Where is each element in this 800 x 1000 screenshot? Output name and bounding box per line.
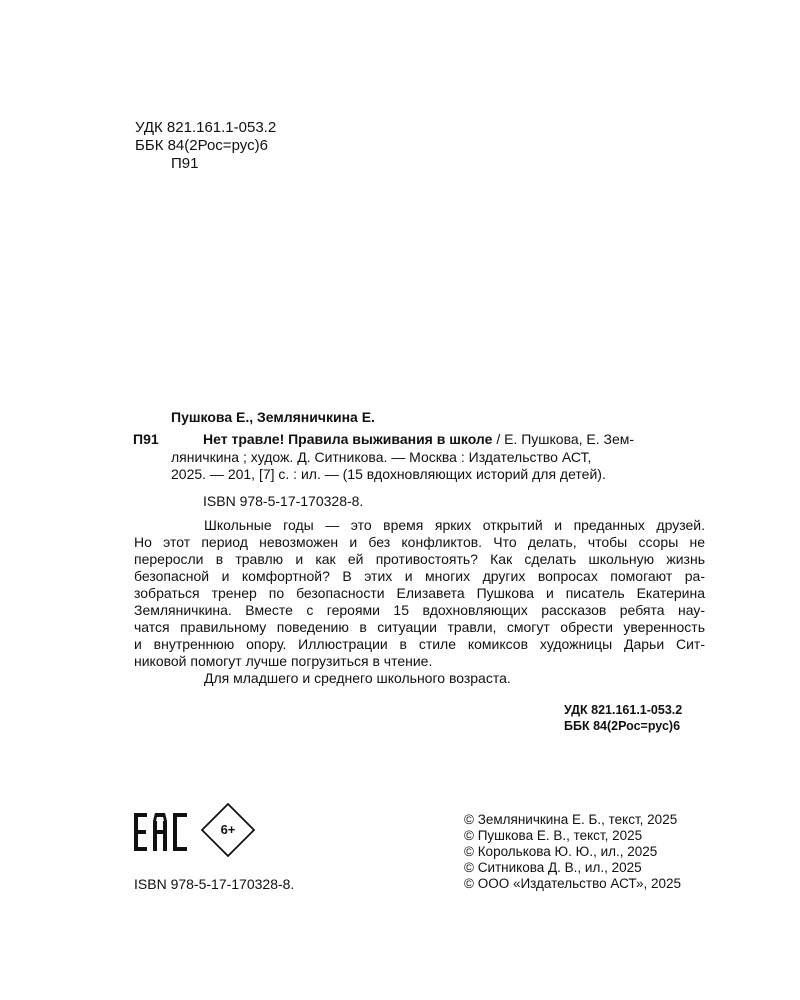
annotation-line: Земляничкина. Вместе с героями 15 вдохновляющих рассказов ребята нау- — [134, 602, 705, 618]
bib-line-2: ляничкина ; худож. Д. Ситникова. — Москва : Издательство АСТ, — [171, 449, 592, 465]
book-title: Нет травле! Правила выживания в школе — [203, 431, 493, 447]
bib-author-mark: П91 — [133, 431, 159, 447]
copyright-line: © Земляничкина Е. Б., текст, 2025 — [464, 812, 678, 827]
annotation-line: никовой помогут лучше погрузиться в чтение. — [134, 653, 433, 669]
bib-line-1 — [203, 431, 634, 448]
eac-mark-icon — [134, 813, 188, 851]
audience-note: Для младшего и среднего школьного возраста. — [204, 670, 511, 686]
eac-logo — [134, 813, 188, 856]
copyright-line: © Королькова Ю. Ю., ил., 2025 — [464, 844, 658, 859]
bib-line-1-rest: / Е. Пушкова, Е. Зем- — [496, 431, 635, 447]
annotation-line: переросли в травлю и как ей противостоять? Как сделать школьную жизнь — [134, 551, 705, 567]
udk-code-bottom: УДК 821.161.1-053.2 — [564, 703, 683, 717]
isbn-bottom: ISBN 978-5-17-170328-8. — [134, 876, 295, 892]
annotation-line: чатся правильному поведению в ситуации травли, смогут обрести уверенность — [134, 619, 705, 635]
annotation — [134, 517, 705, 687]
bbk-code-bottom: ББК 84(2Рос=рус)6 — [564, 719, 681, 733]
annotation-line: Школьные годы — это время ярких открытий и преданных друзей. — [204, 517, 705, 533]
annotation-line: безопасной и комфортной? В этих и многих других вопросах помогают ра- — [134, 568, 705, 584]
copyright-line: © Ситникова Д. В., ил., 2025 — [464, 860, 642, 875]
annotation-line: и внутреннюю опору. Иллюстрации в стиле комиксов художницы Дарьи Сит- — [134, 636, 705, 652]
copyright-block — [464, 812, 681, 892]
age-rating: 6+ — [220, 822, 236, 837]
copyright-line: © Пушкова Е. В., текст, 2025 — [464, 828, 643, 843]
bib-line-3: 2025. — 201, [7] с. : ил. — (15 вдохновляющих историй для детей). — [171, 466, 606, 482]
isbn-top: ISBN 978-5-17-170328-8. — [203, 493, 364, 509]
bbk-code: ББК 84(2Рос=рус)6 — [135, 137, 268, 154]
annotation-line: Но этот период невозможен и без конфликтов. Что делать, чтобы ссоры не — [134, 534, 705, 550]
author-mark: П91 — [171, 155, 199, 172]
age-rating-badge — [201, 803, 255, 857]
udk-code: УДК 821.161.1-053.2 — [135, 119, 277, 136]
annotation-line: зобраться тренер по безопасности Елизавета Пушкова и писатель Екатерина — [134, 585, 705, 601]
authors: Пушкова Е., Земляничкина Е. — [171, 409, 375, 425]
copyright-line: © ООО «Издательство АСТ», 2025 — [464, 876, 682, 891]
